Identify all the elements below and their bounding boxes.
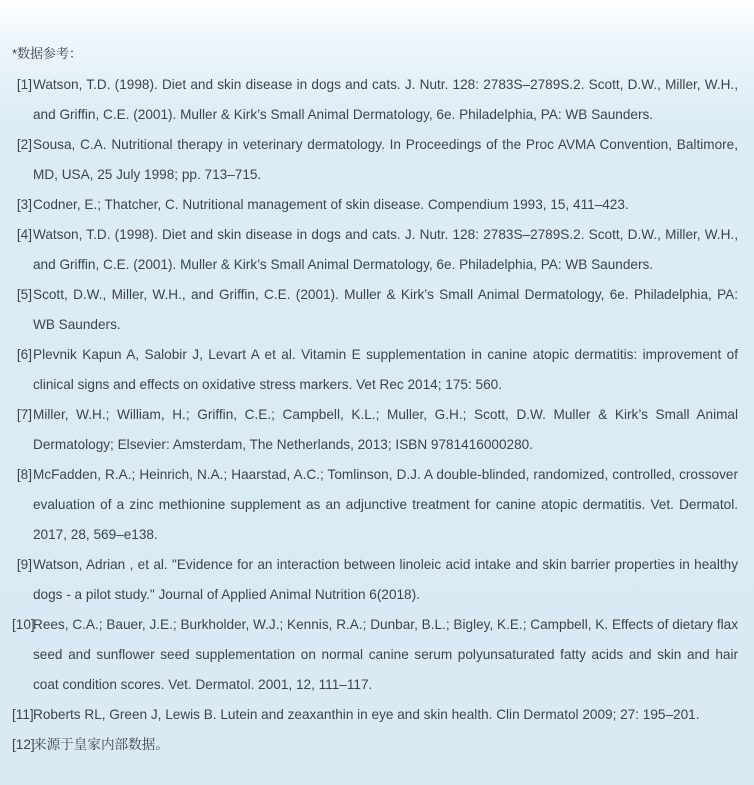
reference-item [12, 550, 738, 610]
reference-text: Plevnik Kapun A, Salobir J, Levart A et al. Vitamin E supplementation in canine atopic dermatitis: improvement of clinical signs and effects on oxidative stress markers. Vet Rec 2014; 175: 560. [33, 347, 738, 392]
reference-item [12, 340, 738, 400]
reference-number: [11] [12, 707, 34, 722]
reference-item [12, 220, 738, 280]
reference-number: [12] [12, 737, 35, 752]
reference-item [12, 190, 738, 220]
reference-text: Watson, T.D. (1998). Diet and skin disease in dogs and cats. J. Nutr. 128: 2783S–2789S.2. Scott, D.W., Miller, W.H., and Griffin, C.E. (2001). Muller & Kirk’s Small Animal Dermatology, 6e. Philadelphia, PA: WB Saunders. [33, 227, 738, 272]
reference-number: [5] [16, 287, 32, 302]
reference-item [12, 280, 738, 340]
reference-text: Watson, T.D. (1998). Diet and skin disease in dogs and cats. J. Nutr. 128: 2783S–2789S.2. Scott, D.W., Miller, W.H., and Griffin, C.E. (2001). Muller & Kirk’s Small Animal Dermatology, 6e. Philadelphia, PA: WB Saunders. [33, 77, 738, 122]
reference-number: [7] [16, 407, 32, 422]
reference-text: Watson, Adrian , et al. "Evidence for an interaction between linoleic acid intake and skin barrier properties in healthy dogs - a pilot study." Journal of Applied Animal Nutrition 6(2018). [33, 557, 738, 602]
reference-text: Sousa, C.A. Nutritional therapy in veterinary dermatology. In Proceedings of the Proc AVMA Convention, Baltimore, MD, USA, 25 July 1998; pp. 713–715. [33, 137, 738, 182]
reference-text: Rees, C.A.; Bauer, J.E.; Burkholder, W.J.; Kennis, R.A.; Dunbar, B.L.; Bigley, K.E.; Campbell, K. Effects of dietary flax seed and sunflower seed supplementation on normal canine serum polyunsaturated fatty acids and skin and hair coat condition scores. Vet. Dermatol. 2001, 12, 111–117. [33, 617, 738, 692]
reference-item [12, 70, 738, 130]
reference-text: Codner, E.; Thatcher, C. Nutritional management of skin disease. Compendium 1993, 15, 411–423. [33, 197, 629, 212]
reference-text: McFadden, R.A.; Heinrich, N.A.; Haarstad, A.C.; Tomlinson, D.J. A double-blinded, randomized, controlled, crossover evaluation of a zinc methionine supplement as an adjunctive treatment for canine atopic dermatitis. Vet. Dermatol. 2017, 28, 569–e138. [33, 467, 738, 542]
reference-item [12, 610, 738, 700]
reference-number: [1] [16, 77, 32, 92]
reference-number: [4] [16, 227, 32, 242]
reference-item [12, 130, 738, 190]
reference-text: Roberts RL, Green J, Lewis B. Lutein and zeaxanthin in eye and skin health. Clin Dermatol 2009; 27: 195–201. [33, 707, 700, 722]
reference-item [12, 460, 738, 550]
reference-item [12, 400, 738, 460]
reference-number: [10] [12, 617, 35, 632]
reference-number: [3] [16, 197, 32, 212]
references-heading: *数据参考： [12, 46, 83, 61]
reference-number: [2] [16, 137, 32, 152]
reference-number: [9] [16, 557, 32, 572]
reference-item [12, 700, 738, 730]
reference-number: [6] [16, 347, 32, 362]
reference-number: [8] [16, 467, 32, 482]
reference-item [12, 730, 738, 760]
reference-text: 来源于皇家内部数据。 [33, 737, 169, 752]
reference-text: Miller, W.H.; William, H.; Griffin, C.E.; Campbell, K.L.; Muller, G.H.; Scott, D.W. Muller & Kirk’s Small Animal Dermatology; Elsevier: Amsterdam, The Netherlands, 2013; ISBN 9781416000280. [33, 407, 738, 452]
reference-text: Scott, D.W., Miller, W.H., and Griffin, C.E. (2001). Muller & Kirk’s Small Animal Dermatology, 6e. Philadelphia, PA: WB Saunders. [33, 287, 738, 332]
reference-list [12, 70, 738, 760]
